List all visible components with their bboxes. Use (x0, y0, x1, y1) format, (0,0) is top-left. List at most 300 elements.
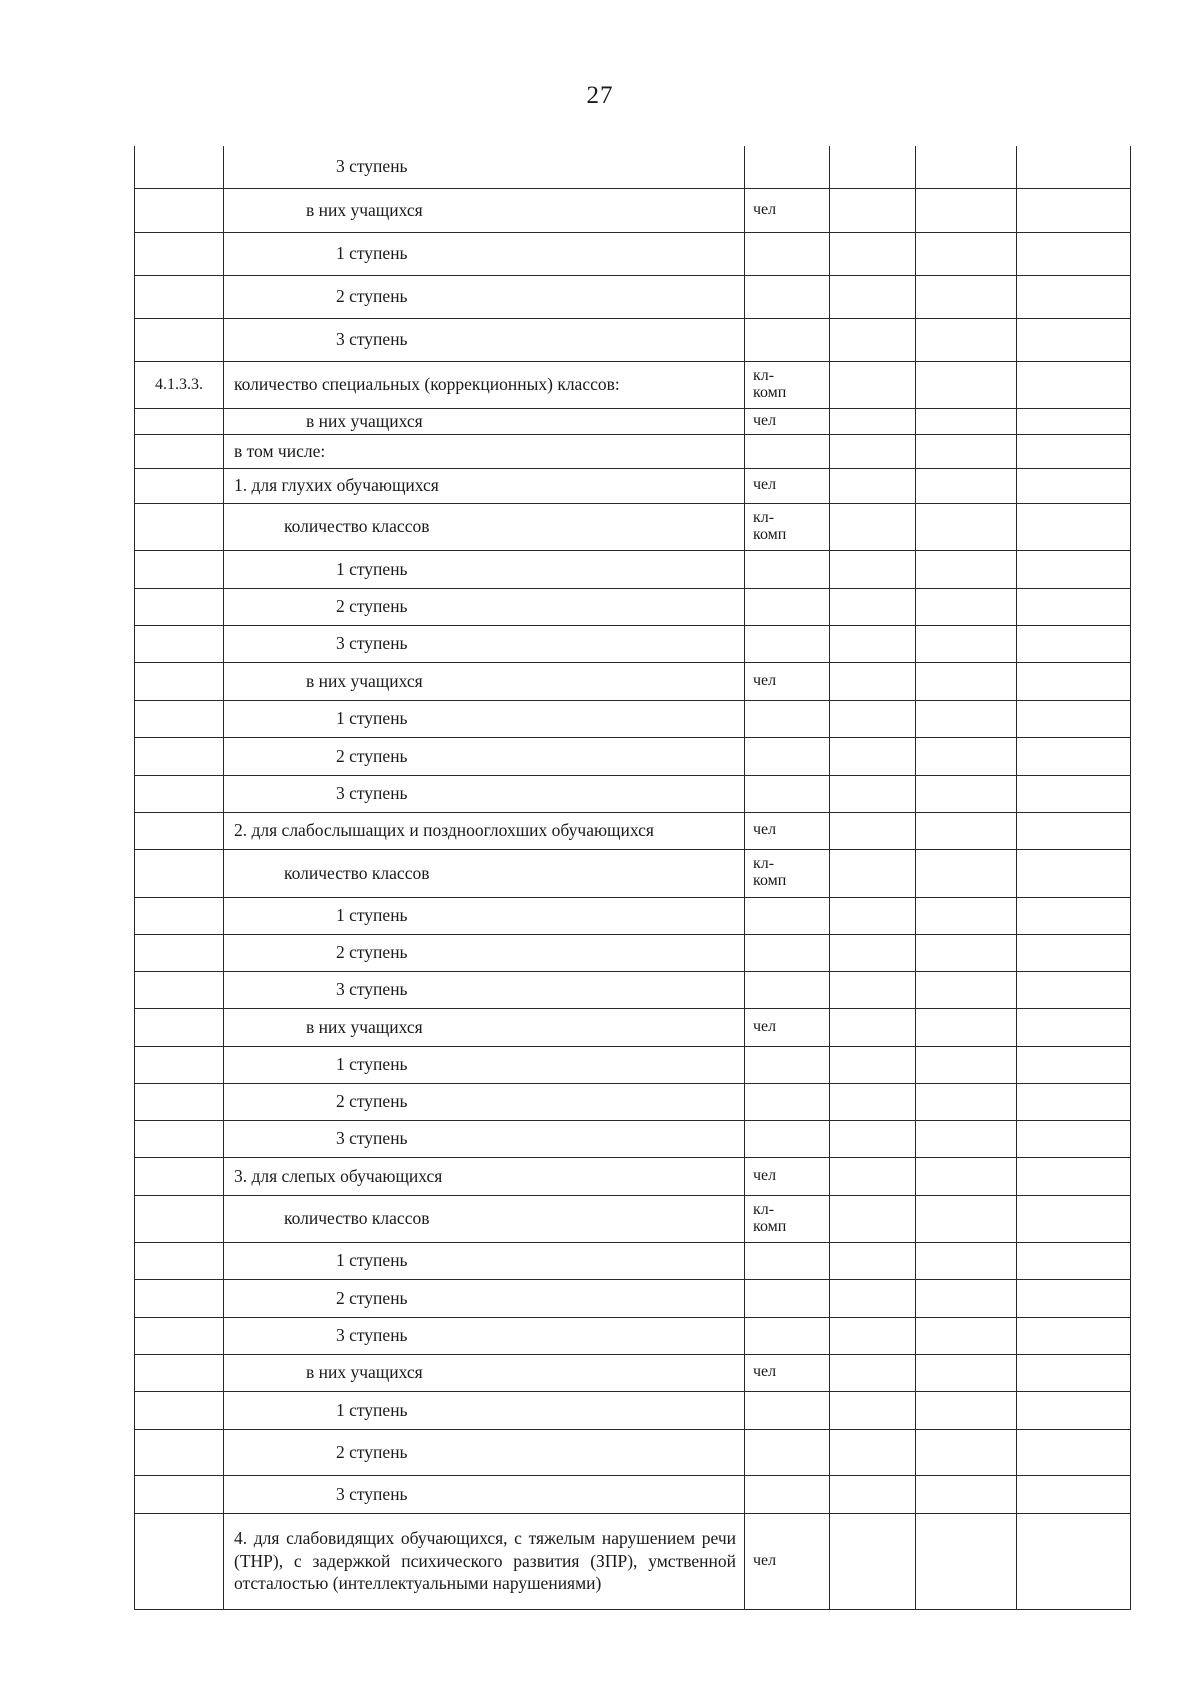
table-row (135, 1429, 1131, 1475)
indicator-cell (224, 897, 745, 934)
unit-cell (745, 934, 830, 971)
indicator-label: 3 ступень (336, 1325, 408, 1345)
row-number-cell (135, 588, 224, 625)
unit-cell (745, 1354, 830, 1391)
row-number-cell (135, 550, 224, 588)
value-cell[interactable] (916, 737, 1017, 775)
unit-cell (745, 1195, 830, 1242)
row-number-cell (135, 1083, 224, 1120)
value-cell[interactable] (1017, 849, 1131, 897)
unit-cell (745, 434, 830, 468)
value-cell[interactable] (830, 588, 916, 625)
indicator-label: 3 ступень (336, 1483, 408, 1504)
value-cell[interactable] (916, 1157, 1017, 1195)
indicator-cell (224, 1083, 745, 1120)
value-cell[interactable] (830, 849, 916, 897)
row-number-cell (135, 897, 224, 934)
value-cell[interactable] (830, 700, 916, 737)
table-row (135, 1195, 1131, 1242)
unit-cell (745, 737, 830, 775)
unit-cell (745, 1008, 830, 1046)
table-row (135, 146, 1131, 188)
value-cell[interactable] (830, 550, 916, 588)
table-row (135, 1317, 1131, 1354)
indicator-cell (224, 275, 745, 318)
indicator-cell (224, 503, 745, 550)
statistics-form-table (134, 146, 1131, 1610)
indicator-label: 3 ступень (336, 156, 408, 177)
indicator-cell (224, 1008, 745, 1046)
row-number-cell (135, 1354, 224, 1391)
value-cell[interactable] (830, 1195, 916, 1242)
row-number-cell (135, 468, 224, 503)
value-cell[interactable] (830, 1429, 916, 1475)
value-cell[interactable] (830, 934, 916, 971)
row-number-cell (135, 1317, 224, 1354)
value-cell[interactable] (916, 849, 1017, 897)
value-cell[interactable] (1017, 897, 1131, 934)
table-row (135, 550, 1131, 588)
value-cell[interactable] (830, 1157, 916, 1195)
unit-cell (745, 188, 830, 232)
indicator-cell (224, 812, 745, 849)
value-cell[interactable] (830, 971, 916, 1008)
value-cell[interactable] (1017, 1354, 1131, 1391)
value-cell[interactable] (1017, 1083, 1131, 1120)
indicator-cell (224, 934, 745, 971)
indicator-label: 2 ступень (336, 745, 408, 766)
unit-cell (745, 361, 830, 408)
value-cell[interactable] (830, 1242, 916, 1279)
indicator-cell (224, 1195, 745, 1242)
value-cell[interactable] (916, 503, 1017, 550)
value-cell[interactable] (916, 1475, 1017, 1513)
value-cell[interactable] (1017, 434, 1131, 468)
value-cell[interactable] (916, 662, 1017, 700)
value-cell[interactable] (916, 897, 1017, 934)
value-cell[interactable] (916, 625, 1017, 662)
indicator-cell (224, 1354, 745, 1391)
value-cell[interactable] (830, 361, 916, 408)
indicator-label: 1 ступень (336, 708, 408, 728)
indicator-cell (224, 775, 745, 812)
indicator-label: 2 ступень (336, 286, 408, 306)
unit-label: чел (753, 1551, 777, 1569)
indicator-label: 1 ступень (336, 558, 408, 579)
value-cell[interactable] (1017, 1046, 1131, 1083)
value-cell[interactable] (1017, 1120, 1131, 1157)
indicator-cell (224, 737, 745, 775)
unit-cell (745, 1242, 830, 1279)
indicator-label: 3 ступень (336, 783, 408, 803)
value-cell[interactable] (830, 1475, 916, 1513)
unit-cell (745, 1083, 830, 1120)
row-number-cell (135, 1195, 224, 1242)
value-cell[interactable] (916, 1391, 1017, 1429)
indicator-cell (224, 971, 745, 1008)
indicator-label: количество классов (284, 1208, 430, 1228)
table-row (135, 700, 1131, 737)
indicator-cell (224, 434, 745, 468)
value-cell[interactable] (1017, 1475, 1131, 1513)
value-cell[interactable] (830, 897, 916, 934)
value-cell[interactable] (830, 1354, 916, 1391)
table-row (135, 775, 1131, 812)
unit-cell (745, 625, 830, 662)
unit-label: кл- комп (753, 1200, 787, 1235)
table-row (135, 625, 1131, 662)
row-number-cell (135, 1120, 224, 1157)
indicator-label: в них учащихся (306, 410, 423, 431)
indicator-cell (224, 625, 745, 662)
value-cell[interactable] (916, 468, 1017, 503)
unit-cell (745, 503, 830, 550)
indicator-cell (224, 318, 745, 361)
unit-cell (745, 588, 830, 625)
value-cell[interactable] (1017, 318, 1131, 361)
value-cell[interactable] (916, 434, 1017, 468)
value-cell[interactable] (1017, 1195, 1131, 1242)
value-cell[interactable] (830, 662, 916, 700)
unit-cell (745, 1391, 830, 1429)
row-number-cell (135, 1279, 224, 1317)
value-cell[interactable] (1017, 361, 1131, 408)
unit-cell (745, 232, 830, 275)
indicator-cell (224, 361, 745, 408)
value-cell[interactable] (830, 1083, 916, 1120)
indicator-label: 3 ступень (336, 979, 408, 999)
value-cell[interactable] (830, 434, 916, 468)
indicator-cell (224, 1120, 745, 1157)
unit-label: кл- комп (753, 855, 787, 889)
row-number-cell (135, 700, 224, 737)
row-number-cell (135, 775, 224, 812)
row-number-cell (135, 849, 224, 897)
table-row (135, 434, 1131, 468)
indicator-cell (224, 1513, 745, 1609)
value-cell[interactable] (916, 188, 1017, 232)
row-number-cell (135, 971, 224, 1008)
indicator-label: 2 ступень (336, 1091, 408, 1111)
value-cell[interactable] (1017, 188, 1131, 232)
value-cell[interactable] (916, 550, 1017, 588)
row-number-cell (135, 1046, 224, 1083)
value-cell[interactable] (1017, 971, 1131, 1008)
value-cell[interactable] (916, 971, 1017, 1008)
indicator-cell (224, 1475, 745, 1513)
value-cell[interactable] (916, 700, 1017, 737)
value-cell[interactable] (1017, 1157, 1131, 1195)
value-cell[interactable] (1017, 775, 1131, 812)
value-cell[interactable] (916, 812, 1017, 849)
value-cell[interactable] (1017, 550, 1131, 588)
value-cell[interactable] (1017, 625, 1131, 662)
page-number: 27 (586, 82, 614, 109)
value-cell[interactable] (830, 1120, 916, 1157)
value-cell[interactable] (916, 1317, 1017, 1354)
indicator-label: 1 ступень (336, 1399, 408, 1420)
unit-cell (745, 1279, 830, 1317)
indicator-label: 3 ступень (336, 329, 408, 349)
row-number-cell (135, 1475, 224, 1513)
value-cell[interactable] (830, 232, 916, 275)
row-number-cell (135, 1242, 224, 1279)
unit-label: кл- комп (753, 508, 787, 543)
value-cell[interactable] (1017, 700, 1131, 737)
indicator-label: 1 ступень (336, 1054, 408, 1074)
unit-cell (745, 1513, 830, 1609)
unit-cell (745, 1475, 830, 1513)
table-row (135, 812, 1131, 849)
value-cell[interactable] (916, 1195, 1017, 1242)
table-row (135, 662, 1131, 700)
table-row (135, 468, 1131, 503)
table-row (135, 971, 1131, 1008)
value-cell[interactable] (830, 188, 916, 232)
table-row (135, 1475, 1131, 1513)
unit-cell (745, 1120, 830, 1157)
indicator-label: количество классов (284, 862, 430, 883)
table-row (135, 934, 1131, 971)
indicator-label: 1 ступень (336, 905, 408, 925)
value-cell[interactable] (830, 812, 916, 849)
value-cell[interactable] (830, 625, 916, 662)
value-cell[interactable] (916, 1279, 1017, 1317)
unit-label: чел (753, 821, 777, 839)
unit-cell (745, 408, 830, 434)
value-cell[interactable] (830, 468, 916, 503)
indicator-cell (224, 1317, 745, 1354)
value-cell[interactable] (1017, 1513, 1131, 1609)
value-cell[interactable] (1017, 588, 1131, 625)
indicator-cell (224, 1279, 745, 1317)
value-cell[interactable] (916, 232, 1017, 275)
indicator-label: в них учащихся (306, 1362, 423, 1382)
indicator-cell (224, 849, 745, 897)
table-row (135, 849, 1131, 897)
row-number-cell (135, 1513, 224, 1609)
value-cell[interactable] (916, 146, 1017, 188)
value-cell[interactable] (1017, 1391, 1131, 1429)
table-row (135, 188, 1131, 232)
value-cell[interactable] (916, 1354, 1017, 1391)
value-cell[interactable] (830, 1279, 916, 1317)
value-cell[interactable] (916, 1429, 1017, 1475)
indicator-label: 2 ступень (336, 596, 408, 616)
unit-cell (745, 1317, 830, 1354)
form-table-body (135, 146, 1131, 1609)
indicator-label: 1. для глухих обучающихся (234, 475, 439, 495)
indicator-label: в них учащихся (306, 199, 423, 220)
value-cell[interactable] (830, 1391, 916, 1429)
indicator-cell (224, 550, 745, 588)
unit-cell (745, 275, 830, 318)
indicator-label: 3 ступень (336, 633, 408, 653)
indicator-cell (224, 1046, 745, 1083)
row-number-cell (135, 1008, 224, 1046)
unit-label: чел (753, 1166, 777, 1184)
value-cell[interactable] (1017, 812, 1131, 849)
table-row (135, 1120, 1131, 1157)
value-cell[interactable] (916, 934, 1017, 971)
indicator-label: 2 ступень (336, 1441, 408, 1462)
table-row (135, 1046, 1131, 1083)
table-row (135, 1279, 1131, 1317)
row-number-cell (135, 434, 224, 468)
unit-cell (745, 318, 830, 361)
value-cell[interactable] (916, 1046, 1017, 1083)
row-number-cell (135, 503, 224, 550)
value-cell[interactable] (916, 1008, 1017, 1046)
indicator-label: 3 ступень (336, 1128, 408, 1148)
indicator-label: в том числе: (234, 440, 326, 461)
row-number-cell (135, 275, 224, 318)
table-row (135, 1083, 1131, 1120)
unit-cell (745, 1157, 830, 1195)
indicator-label: количество классов (284, 516, 430, 536)
indicator-cell (224, 1429, 745, 1475)
row-number-cell (135, 318, 224, 361)
unit-cell (745, 700, 830, 737)
table-row (135, 408, 1131, 434)
value-cell[interactable] (916, 588, 1017, 625)
value-cell[interactable] (916, 408, 1017, 434)
value-cell[interactable] (830, 1513, 916, 1609)
row-number-cell (135, 1391, 224, 1429)
indicator-label: 4. для слабовидящих обучающихся, с тяжелым нарушением речи (ТНР), с задержкой психического развития (ЗПР), умственной отсталостью (интеллектуальными нарушениями) (234, 1528, 736, 1594)
value-cell[interactable] (830, 408, 916, 434)
table-row (135, 318, 1131, 361)
table-row (135, 275, 1131, 318)
value-cell[interactable] (916, 275, 1017, 318)
unit-cell (745, 550, 830, 588)
table-row (135, 588, 1131, 625)
row-number-cell (135, 812, 224, 849)
table-row (135, 1157, 1131, 1195)
row-number-cell (135, 146, 224, 188)
unit-cell (745, 971, 830, 1008)
indicator-label: 1 ступень (336, 1250, 408, 1270)
row-number-cell (135, 188, 224, 232)
value-cell[interactable] (916, 361, 1017, 408)
value-cell[interactable] (1017, 468, 1131, 503)
unit-cell (745, 812, 830, 849)
value-cell[interactable] (830, 503, 916, 550)
row-number-cell (135, 934, 224, 971)
unit-cell (745, 1429, 830, 1475)
indicator-cell (224, 146, 745, 188)
indicator-cell (224, 1242, 745, 1279)
row-number-cell (135, 408, 224, 434)
value-cell[interactable] (830, 775, 916, 812)
value-cell[interactable] (1017, 503, 1131, 550)
indicator-cell (224, 662, 745, 700)
value-cell[interactable] (916, 1120, 1017, 1157)
value-cell[interactable] (1017, 1317, 1131, 1354)
table-row (135, 1513, 1131, 1609)
unit-label: чел (753, 200, 777, 218)
indicator-cell (224, 1391, 745, 1429)
indicator-label: 1 ступень (336, 243, 408, 263)
indicator-cell (224, 468, 745, 503)
table-row (135, 1391, 1131, 1429)
row-number-cell (135, 232, 224, 275)
value-cell[interactable] (1017, 1242, 1131, 1279)
value-cell[interactable] (830, 1008, 916, 1046)
unit-cell (745, 897, 830, 934)
value-cell[interactable] (916, 775, 1017, 812)
value-cell[interactable] (1017, 1279, 1131, 1317)
value-cell[interactable] (1017, 934, 1131, 971)
value-cell[interactable] (1017, 408, 1131, 434)
indicator-label: 2. для слабослышащих и позднооглохших обучающихся (234, 820, 654, 840)
value-cell[interactable] (1017, 1429, 1131, 1475)
unit-label: чел (753, 411, 777, 429)
indicator-label: 2 ступень (336, 1287, 408, 1308)
indicator-cell (224, 188, 745, 232)
unit-cell (745, 775, 830, 812)
value-cell[interactable] (916, 1513, 1017, 1609)
table-row (135, 1242, 1131, 1279)
unit-label: кл- комп (753, 366, 787, 401)
value-cell[interactable] (830, 275, 916, 318)
row-number-cell (135, 1429, 224, 1475)
unit-cell (745, 146, 830, 188)
table-row (135, 1354, 1131, 1391)
value-cell[interactable] (1017, 662, 1131, 700)
value-cell[interactable] (1017, 737, 1131, 775)
row-number-cell (135, 737, 224, 775)
value-cell[interactable] (1017, 146, 1131, 188)
value-cell[interactable] (916, 1242, 1017, 1279)
indicator-cell (224, 700, 745, 737)
row-number-cell: 4.1.3.3. (135, 361, 224, 408)
value-cell[interactable] (830, 1317, 916, 1354)
table-row (135, 503, 1131, 550)
indicator-label: в них учащихся (306, 670, 423, 691)
indicator-label: в них учащихся (306, 1016, 423, 1037)
value-cell[interactable] (1017, 232, 1131, 275)
indicator-cell (224, 408, 745, 434)
table-row (135, 232, 1131, 275)
value-cell[interactable] (916, 1083, 1017, 1120)
unit-label: чел (753, 1017, 777, 1035)
value-cell[interactable] (830, 1046, 916, 1083)
indicator-label: 2 ступень (336, 942, 408, 962)
row-number-cell (135, 662, 224, 700)
row-number-cell (135, 1157, 224, 1195)
indicator-cell (224, 588, 745, 625)
value-cell[interactable] (1017, 275, 1131, 318)
value-cell[interactable] (830, 318, 916, 361)
indicator-label: 3. для слепых обучающихся (234, 1165, 443, 1186)
unit-cell (745, 849, 830, 897)
table-row (135, 361, 1131, 408)
unit-label: чел (753, 1363, 777, 1381)
indicator-label: количество специальных (коррекционных) классов: (234, 374, 620, 394)
table-row (135, 897, 1131, 934)
value-cell[interactable] (916, 318, 1017, 361)
indicator-cell (224, 1157, 745, 1195)
unit-cell (745, 1046, 830, 1083)
unit-cell (745, 662, 830, 700)
value-cell[interactable] (830, 146, 916, 188)
row-number-cell (135, 625, 224, 662)
table-row (135, 737, 1131, 775)
value-cell[interactable] (1017, 1008, 1131, 1046)
value-cell[interactable] (830, 737, 916, 775)
unit-label: чел (753, 476, 777, 494)
